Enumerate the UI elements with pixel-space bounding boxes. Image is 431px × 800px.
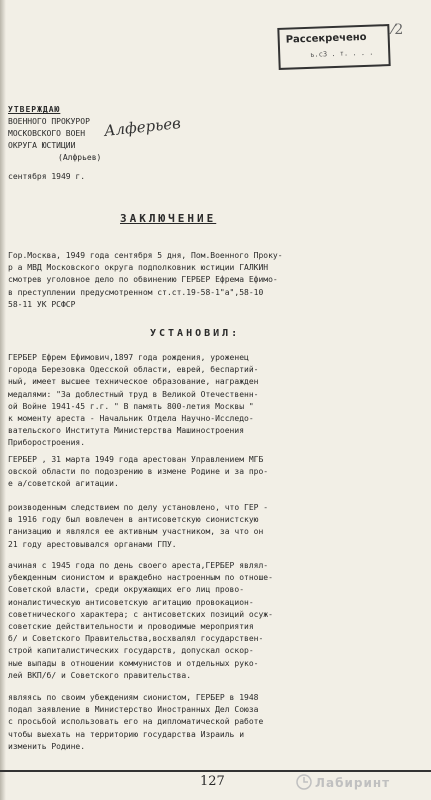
investigation-paragraph [8,502,423,551]
text-line: чтобы выехать на территорию государства Израиль и [8,729,245,739]
text-line: е а/советской агитации. [8,479,119,489]
text-line: б/ и Советского Правительства,восхвалял государствен- [8,634,264,644]
text-line: смотрев уголовное дело по обвинению ГЕРБЕР Ефрема Ефимо- [8,275,278,285]
text-line: в преступлении предусмотренном ст.ст.19-58-1"а",58-10 [8,287,264,297]
text-line: Приборостроения. [8,438,86,448]
text-line: ачиная с 1945 года по день своего ареста,ГЕРБЕР являл- [8,561,269,570]
text-line: ные выпады в отношении коммунистов и отдельных руко- [8,658,259,668]
stamp-title: Рассекречено [285,31,367,46]
text-line: медалями: "За доблестный труд в Великой Отечественн- [8,389,259,399]
text-line: ионалистическую антисоветскую агитацию провокацион- [8,597,254,607]
handwritten-signature: Алферьев [103,114,182,140]
text-line: ГЕРБЕР Ефрем Ефимович,1897 года рождения, уроженец [8,353,249,362]
zionist-paragraph [8,692,423,753]
text-line: ГЕРБЕР , 31 марта 1949 года арестован Управлением МГБ [8,455,264,464]
activity-paragraph [8,560,423,682]
text-line: Гор.Москва, 1949 года сентября 5 дня, Пом.Военного Проку- [8,251,283,260]
established-heading: УСТАНОВИЛ: [150,328,241,339]
labyrinth-watermark: Лабиринт [315,776,391,790]
text-line: р а МВД Московского округа подполковник юстиции ГАЛКИН [8,263,269,273]
arrest-paragraph [8,454,423,491]
text-line: советнического характера; с антисоветских позиций осуж- [8,609,273,619]
text-line: вательского Института Министерства Машиностроения [8,426,245,436]
intro-paragraph [8,250,423,311]
footer-divider [0,770,431,772]
text-line: ганизацию и являлся ее активным участником, за что он [8,527,264,537]
page-number: 127 [200,774,225,789]
declassified-stamp [277,24,390,70]
approval-line: МОСКОВСКОГО ВОЕН [8,129,86,138]
text-line: лей ВКП/б/ и Советского правительства. [8,670,192,680]
stamp-tick-mark: ⁄2 [392,22,404,38]
text-line: в 1916 году был вовлечен в антисоветскую сионистскую [8,515,259,525]
approval-name: (Алфрьев) [58,153,102,162]
approval-title: УТВЕРЖДАЮ [8,105,61,114]
stamp-note: ь.с3 . т. . . . [310,48,374,59]
document-heading: ЗАКЛЮЧЕНИЕ [120,212,217,225]
approval-line: ОКРУГА ЮСТИЦИИ [8,141,76,150]
text-line: изменить Родине. [8,741,86,751]
text-line: убежденным сионистом и враждебно настроенным по отноше- [8,573,273,583]
text-line: являясь по своим убеждениям сионистом, ГЕРБЕР в 1948 [8,693,259,702]
text-line: строй капиталистических государств, допускал оскор- [8,646,254,656]
document-date: сентября 1949 г. [8,172,86,181]
biography-paragraph [8,352,423,450]
text-line: ой Войне 1941-45 г.г. " В память 800-летия Москвы " [8,401,254,411]
text-line: советские действительности и проводимые мероприятия [8,622,254,632]
text-line: овской области по подозрению в измене Родине и за про- [8,467,269,477]
text-line: с просьбой использовать его на дипломатической работе [8,717,264,727]
text-line: города Березовка Одесской области, еврей, беспартий- [8,365,259,375]
text-line: подал заявление в Министерство Иностранных Дел Союза [8,705,259,715]
text-line: ный, имеет высшее техническое образование, награжден [8,377,259,387]
text-line: 58-11 УК РСФСР [8,299,76,309]
text-line: к моменту ареста - Начальник Отдела Научно-Исследо- [8,414,254,424]
page-edge-shadow [0,0,6,800]
approval-line: ВОЕННОГО ПРОКУРОР [8,117,90,126]
labyrinth-logo-icon [296,774,312,790]
text-line: Советской власти, среди окружающих его лиц прово- [8,585,245,595]
text-line: роизводенным следствием по делу установлено, что ГЕР - [8,503,269,512]
text-line: 21 году арестовывался органами ГПУ. [8,539,177,549]
